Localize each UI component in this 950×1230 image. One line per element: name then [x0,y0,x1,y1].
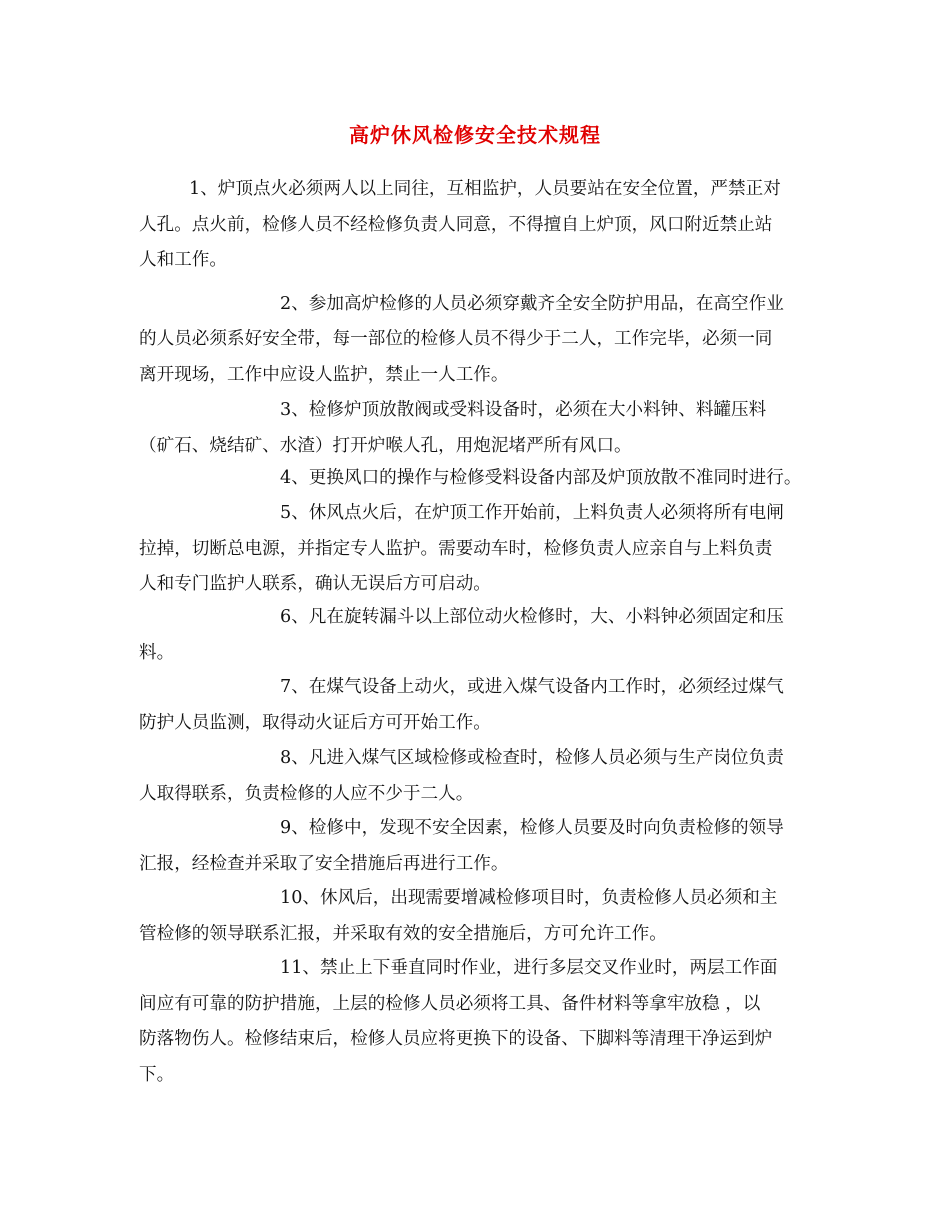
body-line: （矿石、烧结矿、水渣）打开炉喉人孔，用炮泥堵严所有风口。 [139,436,632,456]
body-line: 人和工作。 [139,250,227,270]
body-line: 的人员必须系好安全带，每一部位的检修人员不得少于二人，工作完毕，必须一同 [139,329,773,349]
body-line: 7、在煤气设备上动火，或进入煤气设备内工作时，必须经过煤气 [280,677,784,697]
body-line: 5、休风点火后，在炉顶工作开始前，上料负责人必须将所有电闸 [280,503,784,523]
body-line: 人取得联系，负责检修的人应不少于二人。 [139,784,474,804]
body-line: 3、检修炉顶放散阀或受料设备时，必须在大小料钟、料罐压料 [280,400,767,420]
body-line: 11、禁止上下垂直同时作业，进行多层交叉作业时，两层工作面 [280,958,778,978]
body-line: 6、凡在旋转漏斗以上部位动火检修时，大、小料钟必须固定和压 [280,607,784,627]
body-line: 料。 [139,643,175,663]
body-line: 拉掉，切断总电源，并指定专人监护。需要动车时，检修负责人应亲自与上料负责 [139,539,773,559]
body-line: 离开现场，工作中应设人监护，禁止一人工作。 [139,365,509,385]
body-line: 9、检修中，发现不安全因素，检修人员要及时向负责检修的领导 [280,818,784,838]
body-line: 下。 [139,1065,175,1085]
body-line: 2、参加高炉检修的人员必须穿戴齐全安全防护用品，在高空作业 [280,294,784,314]
body-line: 汇报，经检查并采取了安全措施后再进行工作。 [139,854,509,874]
document-title: 高炉休风检修安全技术规程 [349,123,601,147]
body-line: 1、炉顶点火必须两人以上同往，互相监护，人员要站在安全位置，严禁正对 [189,179,781,199]
body-line: 人孔。点火前，检修人员不经检修负责人同意，不得擅自上炉顶，风口附近禁止站 [139,215,773,235]
body-line: 防护人员监测，取得动火证后方可开始工作。 [139,713,491,733]
body-line: 防落物伤人。检修结束后，检修人员应将更换下的设备、下脚料等清理干净运到炉 [139,1029,773,1049]
body-line: 人和专门监护人联系，确认无误后方可启动。 [139,574,491,594]
body-line: 8、凡进入煤气区域检修或检查时，检修人员必须与生产岗位负责 [280,748,784,768]
body-line: 4、更换风口的操作与检修受料设备内部及炉顶放散不准同时进行。 [280,468,802,488]
body-line: 间应有可靠的防护措施，上层的检修人员必须将工具、备件材料等拿牢放稳 ，以 [139,994,761,1014]
body-line: 10、休风后，出现需要增减检修项目时，负责检修人员必须和主 [280,888,778,908]
body-line: 管检修的领导联系汇报，并采取有效的安全措施后，方可允许工作。 [139,924,667,944]
